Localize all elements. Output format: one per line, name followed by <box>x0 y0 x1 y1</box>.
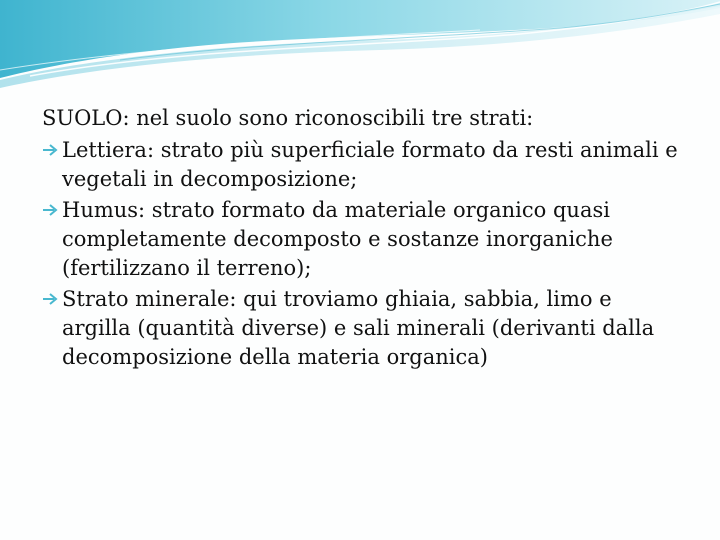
bullet-item-lettiera <box>42 136 682 194</box>
bullet-text-lettiera: Lettiera: strato più superficiale formato da resti animali e vegetali in decomposizione; <box>62 138 678 191</box>
slide-content <box>42 104 682 374</box>
bullet-text-humus: Humus: strato formato da materiale organico quasi completamente decomposto e sostanze inorganiche (fertilizzano il terreno); <box>62 198 613 280</box>
bullet-list <box>42 136 682 372</box>
bullet-text-strato-minerale: Strato minerale: qui troviamo ghiaia, sabbia, limo e argilla (quantità diverse) e sali minerali (derivanti dalla decomposizione della materia organica) <box>62 287 655 369</box>
bullet-arrow-icon <box>42 143 60 157</box>
header-wave-decoration <box>0 0 720 90</box>
intro-text: SUOLO: nel suolo sono riconoscibili tre strati: <box>42 106 534 130</box>
bullet-arrow-icon <box>42 203 60 217</box>
bullet-arrow-icon <box>42 292 60 306</box>
bullet-item-strato-minerale <box>42 285 682 372</box>
bullet-item-humus <box>42 196 682 283</box>
